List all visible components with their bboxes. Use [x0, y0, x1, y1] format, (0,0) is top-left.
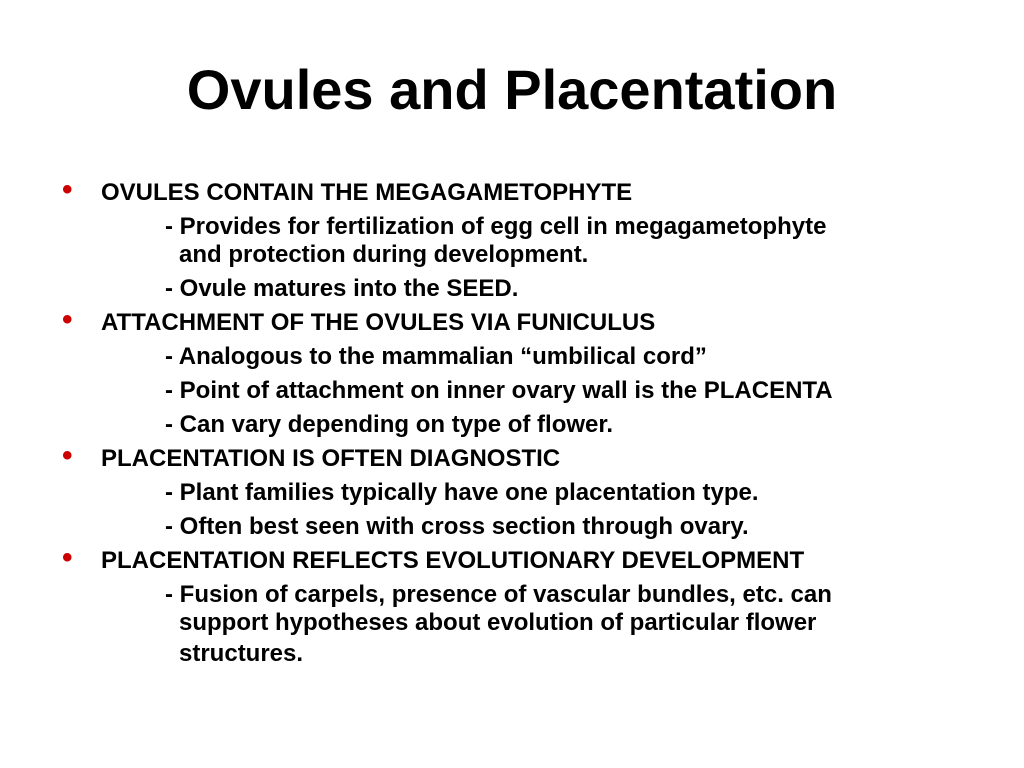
- slide-body: [0, 173, 1024, 674]
- sub-point-text: structures.: [179, 640, 304, 667]
- bullet-dot-icon: •: [62, 303, 73, 336]
- bullet-heading: PLACENTATION REFLECTS EVOLUTIONARY DEVELOPMENT: [101, 547, 805, 574]
- sub-point: [0, 374, 1024, 408]
- sub-point: [0, 578, 1024, 674]
- sub-point-text: - Often best seen with cross section through ovary.: [165, 513, 749, 540]
- bullet-heading: OVULES CONTAIN THE MEGAGAMETOPHYTE: [101, 179, 633, 206]
- bullet-item: [0, 173, 1024, 210]
- sub-point: [0, 210, 1024, 272]
- sub-point: [0, 510, 1024, 544]
- sub-point-text: - Can vary depending on type of flower.: [165, 411, 614, 438]
- bullet-dot-icon: •: [62, 439, 73, 472]
- sub-point-text: - Ovule matures into the SEED.: [165, 275, 519, 302]
- bullet-item: [0, 541, 1024, 578]
- bullet-heading: ATTACHMENT OF THE OVULES VIA FUNICULUS: [101, 309, 656, 336]
- sub-point-text: - Point of attachment on inner ovary wall is the PLACENTA: [165, 377, 833, 404]
- sub-point-text: - Analogous to the mammalian “umbilical cord”: [165, 343, 707, 370]
- bullet-dot-icon: •: [62, 541, 73, 574]
- bullet-item: [0, 439, 1024, 476]
- bullet-dot-icon: •: [62, 173, 73, 206]
- sub-point-text: - Provides for fertilization of egg cell in megagametophyte: [165, 213, 827, 240]
- sub-point-text: - Fusion of carpels, presence of vascular bundles, etc. can: [165, 581, 832, 608]
- sub-point: [0, 408, 1024, 442]
- bullet-heading: PLACENTATION IS OFTEN DIAGNOSTIC: [101, 445, 561, 472]
- sub-point-text: and protection during development.: [179, 241, 589, 268]
- bullet-item: [0, 303, 1024, 340]
- slide-title: Ovules and Placentation: [186, 58, 838, 121]
- sub-point: [0, 340, 1024, 374]
- sub-point: [0, 272, 1024, 306]
- sub-point-text: support hypotheses about evolution of particular flower: [179, 609, 817, 636]
- sub-point: [0, 476, 1024, 510]
- sub-point-text: - Plant families typically have one placentation type.: [165, 479, 759, 506]
